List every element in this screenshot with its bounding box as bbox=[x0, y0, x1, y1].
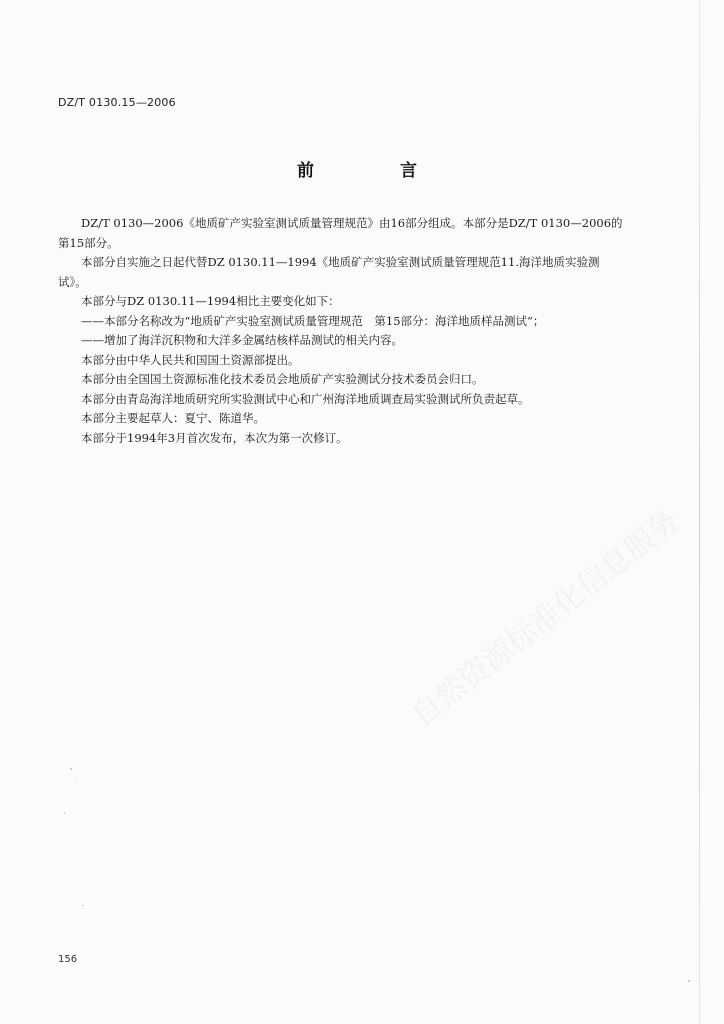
paragraph-drafters: 本部分主要起草人：夏宁、陈道华。 bbox=[81, 411, 265, 425]
scan-speck bbox=[70, 768, 72, 770]
paragraph-changes-intro: 本部分与DZ 0130.11—1994相比主要变化如下： bbox=[81, 294, 340, 308]
paragraph-centralized-by: 本部分由全国国土资源标准化技术委员会地质矿产实验测试分技术委员会归口。 bbox=[81, 372, 484, 386]
page-title: 前 言 bbox=[297, 161, 457, 181]
scan-speck bbox=[688, 980, 690, 982]
paragraph-drafted-by: 本部分由青岛海洋地质研究所实验测试中心和广州海洋地质调查局实验测试所负责起草。 bbox=[81, 391, 530, 406]
scan-speck bbox=[76, 780, 77, 781]
page-number: 156 bbox=[58, 954, 78, 965]
scan-speck bbox=[82, 905, 84, 906]
paragraph-proposed-by: 本部分由中华人民共和国国土资源部提出。 bbox=[81, 352, 300, 367]
watermark: 自然资源标准化信息服务 bbox=[404, 503, 687, 734]
foreword-body bbox=[58, 214, 624, 448]
scan-edge-line bbox=[699, 0, 700, 1024]
paragraph-history: 本部分于1994年3月首次发布，本次为第一次修订。 bbox=[81, 430, 348, 445]
paragraph-change-name: ——本部分名称改为“地质矿产实验室测试质量管理规范 第15部分：海洋地质样品测试”； bbox=[81, 313, 545, 328]
paragraph-replaces: 本部分自实施之日起代替DZ 0130.11—1994《地质矿产实验室测试质量管理规范11.海洋地质实验测试》。 bbox=[58, 255, 600, 289]
paragraph-change-content: ——增加了海洋沉积物和大洋多金属结核样品测试的相关内容。 bbox=[81, 333, 403, 347]
scan-speck bbox=[64, 812, 65, 814]
standard-code: DZ/T 0130.15—2006 bbox=[58, 96, 176, 109]
paragraph-composition: DZ/T 0130—2006《地质矿产实验室测试质量管理规范》由16部分组成。本部分是DZ/T 0130—2006的第15部分。 bbox=[58, 216, 623, 250]
